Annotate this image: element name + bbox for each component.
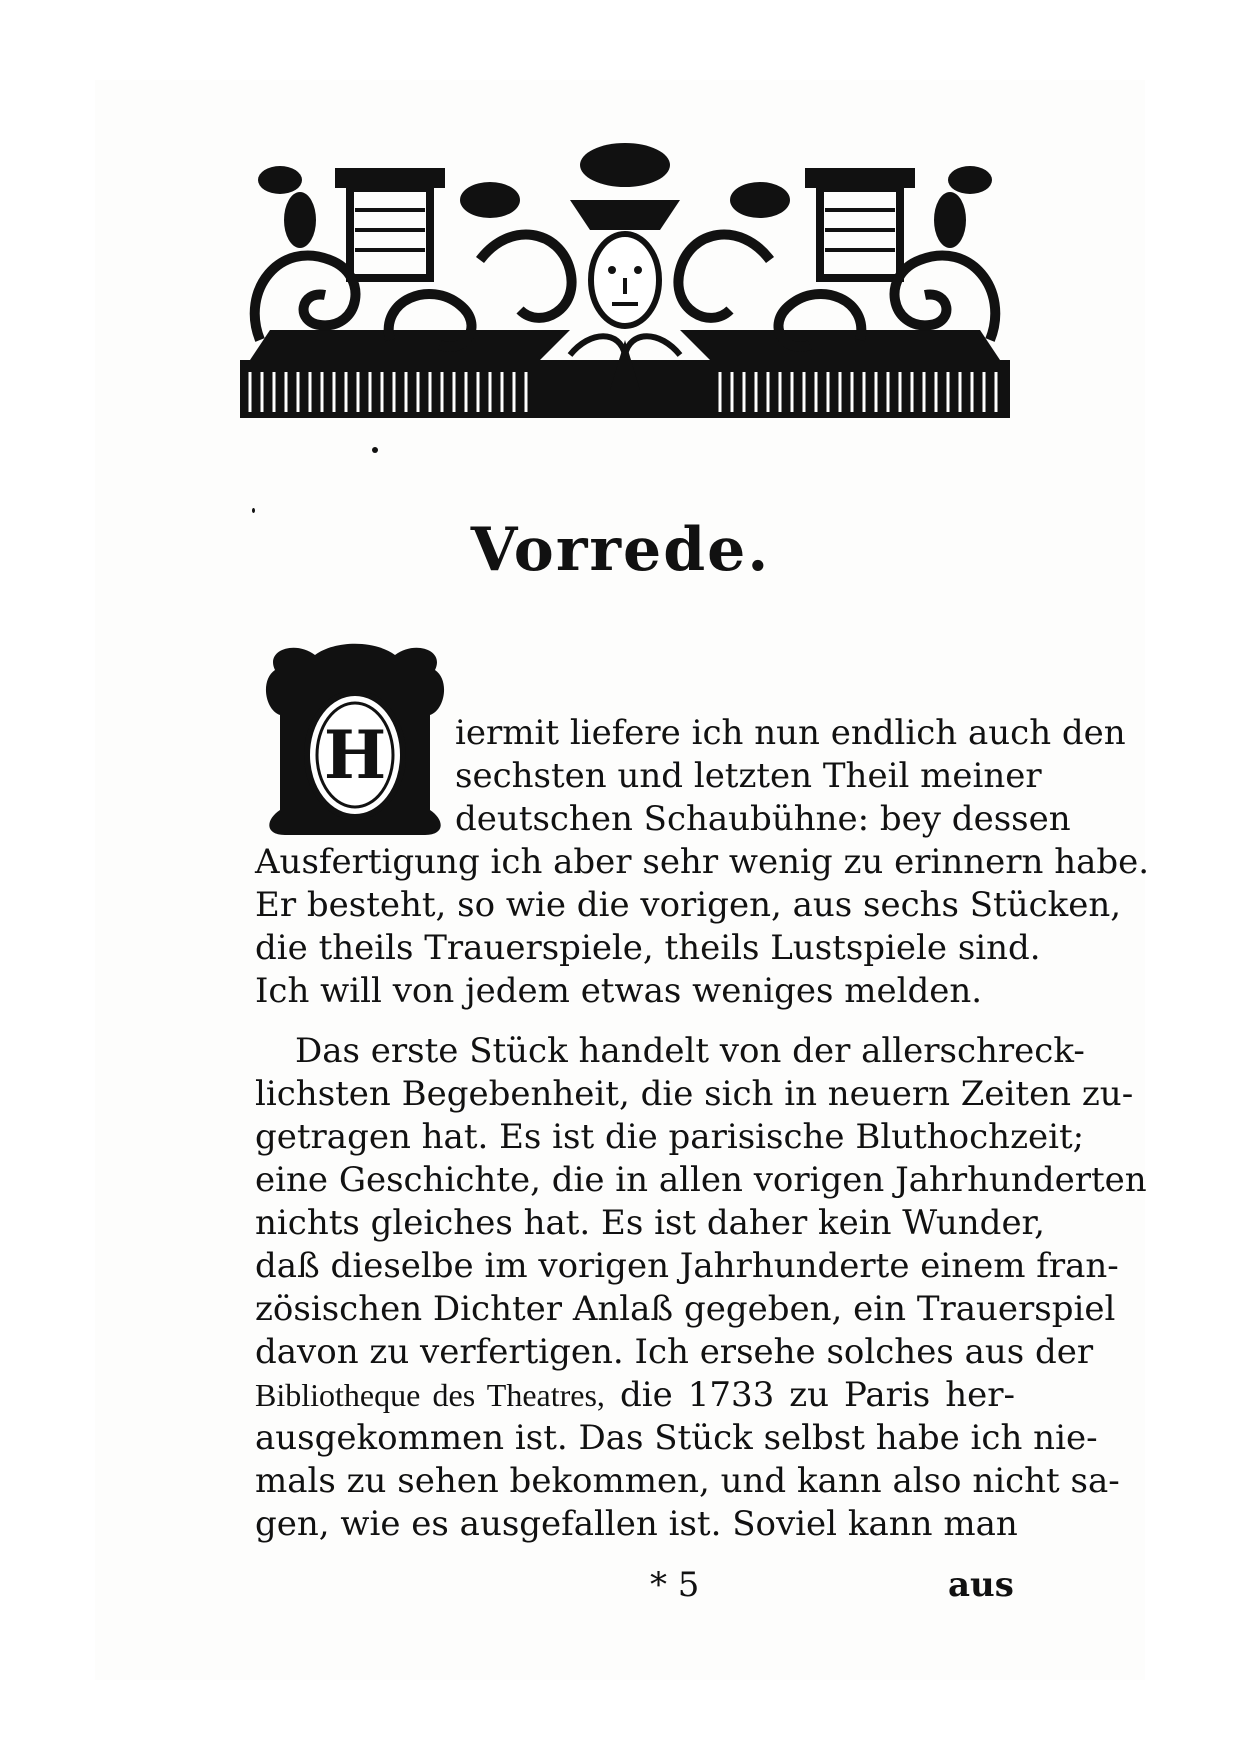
text-line: daß dieselbe im vorigen Jahrhunderte einem fran- xyxy=(255,1246,1119,1286)
latin-line-rest: die 1733 zu Paris her- xyxy=(604,1375,1015,1415)
catchword: aus xyxy=(948,1565,1014,1605)
latin-title: Bibliotheque des Theatres, xyxy=(255,1377,605,1413)
text-line: gen, wie es ausgefallen ist. Soviel kann man xyxy=(255,1504,1018,1544)
text-line: davon zu verfertigen. Ich ersehe solches aus der xyxy=(255,1332,1094,1372)
text-line: eine Geschichte, die in allen vorigen Jahrhunderten xyxy=(255,1160,1147,1200)
print-speck xyxy=(372,447,378,453)
text-line: getragen hat. Es ist die parisische Bluthochzeit; xyxy=(255,1117,1085,1157)
text-line: deutschen Schaubühne: bey dessen xyxy=(455,799,1071,839)
paragraph-1 xyxy=(255,712,1150,1013)
signature-mark: * 5 xyxy=(650,1565,700,1605)
text-line: Ausfertigung ich aber sehr wenig zu erinnern habe. xyxy=(255,842,1150,882)
text-line: nichts gleiches hat. Es ist daher kein Wunder, xyxy=(255,1203,1045,1243)
headpiece-ornament xyxy=(240,140,1010,425)
text-line: lichsten Begebenheit, die sich in neuern Zeiten zu- xyxy=(255,1074,1134,1114)
text-line: die theils Trauerspiele, theils Lustspiele sind. xyxy=(255,928,1041,968)
text-line: sechsten und letzten Theil meiner xyxy=(455,756,1042,796)
text-line: mals zu sehen bekommen, und kann also nicht sa- xyxy=(255,1461,1120,1501)
text-line: iermit liefere ich nun endlich auch den xyxy=(455,713,1126,753)
print-speck xyxy=(252,508,255,513)
text-line: Ich will von jedem etwas weniges melden. xyxy=(255,971,983,1011)
paragraph-2 xyxy=(255,1030,1147,1546)
initial-letter: H xyxy=(323,716,387,794)
text-line: Das erste Stück handelt von der allerschreck- xyxy=(295,1031,1085,1071)
text-line: Er besteht, so wie die vorigen, aus sechs Stücken, xyxy=(255,885,1122,925)
text-line: zösischen Dichter Anlaß gegeben, ein Trauerspiel xyxy=(255,1289,1116,1329)
text-line-latin xyxy=(255,1374,1015,1417)
page-title: Vorrede. xyxy=(470,515,771,585)
text-line: ausgekommen ist. Das Stück selbst habe ich nie- xyxy=(255,1418,1098,1458)
